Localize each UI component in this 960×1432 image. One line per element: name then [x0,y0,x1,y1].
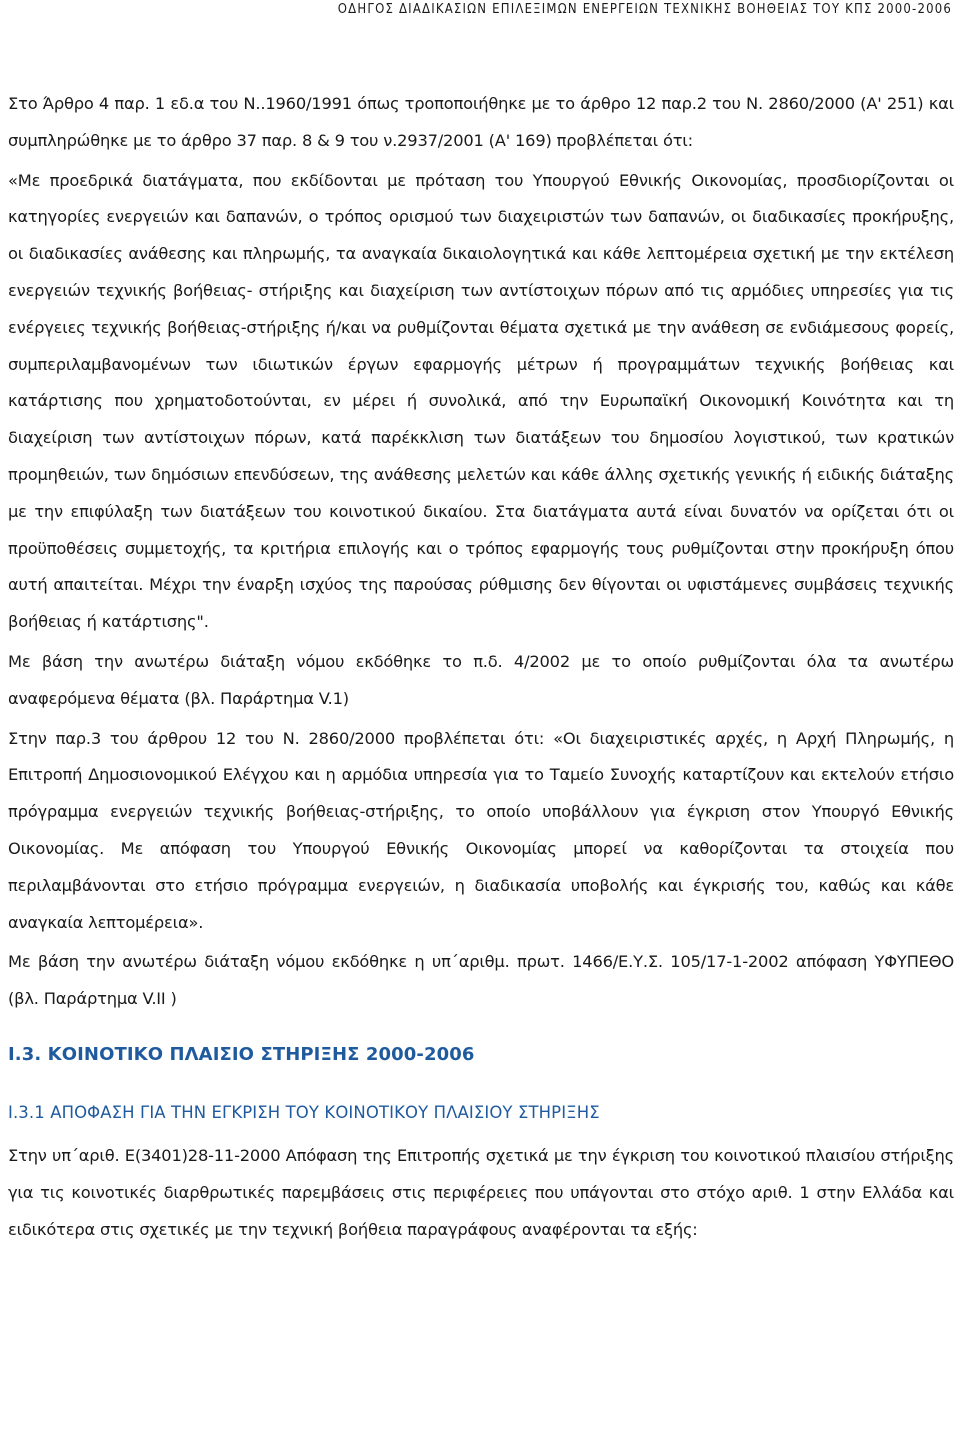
paragraph-commission-decision: Στην υπ΄αριθ. Ε(3401)28-11-2000 Απόφαση της Επιτροπής σχετικά με την έγκριση του κοινοτικού πλαισίου στήριξης για τις κοινοτικές διαρθρωτικές παρεμβάσεις στις περιφέρειες που υπάγονται στο στόχο αριθ. 1 στην Ελλάδα και ειδικότερα στις σχετικές με την τεχνική βοήθεια παραγράφους αναφέρονται τα εξής: [8,1145,954,1239]
document-body [8,86,954,1248]
paragraph-pd-4-2002: Με βάση την ανωτέρω διάταξη νόμου εκδόθηκε το π.δ. 4/2002 με το οποίο ρυθμίζονται όλα τα ανωτέρω αναφερόμενα θέματα (βλ. Παράρτημα V.1) [8,651,954,708]
paragraph-legal-basis: Στο Άρθρο 4 παρ. 1 εδ.α του Ν..1960/1991 όπως τροποποιήθηκε με το άρθρο 12 παρ.2 του Ν. 2860/2000 (Α' 251) και συμπληρώθηκε με το άρθρο 37 παρ. 8 & 9 του ν.2937/2001 (Α' 169) προβλέπεται ότι: [8,94,954,150]
paragraph-ministerial-decision: Με βάση την ανωτέρω διάταξη νόμου εκδόθηκε η υπ΄αριθμ. πρωτ. 1466/Ε.Υ.Σ. 105/17-1-2002 απόφαση ΥΦΥΠΕΘΟ (βλ. Παράρτημα V.II ) [8,952,954,1009]
running-header: ΟΔΗΓΟΣ ΔΙΑΔΙΚΑΣΙΩΝ ΕΠΙΛΕΞΙΜΩΝ ΕΝΕΡΓΕΙΩΝ ΤΕΧΝΙΚΗΣ ΒΟΗΘΕΙΑΣ ΤΟΥ ΚΠΣ 2000-2006 [337,2,952,17]
section-heading: I.3. ΚΟΙΝΟΤΙΚΟ ΠΛΑΙΣΙΟ ΣΤΗΡΙΞΗΣ 2000-2006 [8,1043,475,1065]
sub-section-heading: I.3.1 ΑΠΟΦΑΣΗ ΓΙΑ ΤΗΝ ΕΓΚΡΙΣΗ ΤΟΥ ΚΟΙΝΟΤΙΚΟΥ ΠΛΑΙΣΙΟΥ ΣΤΗΡΙΞΗΣ [8,1102,600,1122]
paragraph-quoted-provision: «Με προεδρικά διατάγματα, που εκδίδονται με πρόταση του Υπουργού Εθνικής Οικονομίας, προσδιορίζονται οι κατηγορίες ενεργειών και δαπανών, ο τρόπος ορισμού των διαχειριστών των δαπανών, οι διαδικασίες προκήρυξης, οι διαδικασίες ανάθεσης και πληρωμής, τα αναγκαία δικαιολογητικά και κάθε λεπτομέρεια σχετική με την εκτέλεση ενεργειών τεχνικής βοήθειας- στήριξης και διαχείριση των αντίστοιχων πόρων από τις αρμόδιες υπηρεσίες για τις ενέργειες τεχνικής βοήθειας-στήριξης ή/και να ρυθμίζονται θέματα σχετικά με την ανάθεση σε ενδιάμεσους φορείς, συμπεριλαμβανομένων των ιδιωτικών έργων εφαρμογής μέτρων ή προγραμμάτων τεχνικής βοήθειας και κατάρτισης που χρηματοδοτούνται, εν μέρει ή συνολικά, από την Ευρωπαϊκή Οικονομική Κοινότητα και τη διαχείριση των αντίστοιχων πόρων, κατά παρέκκλιση των διατάξεων του δημοσίου λογιστικού, των κρατικών προμηθειών, των δημόσιων επενδύσεων, της ανάθεσης μελετών και κάθε άλλης σχετικής γενικής ή ειδικής διάταξης με την επιφύλαξη των διατάξεων του κοινοτικού δικαίου. Στα διατάγματα αυτά είναι δυνατόν να ορίζεται ότι οι προϋποθέσεις συμμετοχής, τα κριτήρια επιλογής και ο τρόπος εφαρμογής τους ρυθμίζονται στην προκήρυξη όπου αυτή απαιτείται. Μέχρι την έναρξη ισχύος της παρούσας ρύθμισης δεν θίγονται οι υφιστάμενες συμβάσεις τεχνικής βοήθειας ή κατάρτισης". [8,170,954,632]
paragraph-law-2860-2000: Στην παρ.3 του άρθρου 12 του Ν. 2860/2000 προβλέπεται ότι: «Οι διαχειριστικές αρχές, η Αρχή Πληρωμής, η Επιτροπή Δημοσιονομικού Ελέγχου και η αρμόδια υπηρεσία για το Ταμείο Συνοχής καταρτίζουν και εκτελούν ετήσιο πρόγραμμα ενεργειών τεχνικής βοήθειας-στήριξης, το οποίο υποβάλλουν για έγκριση στον Υπουργό Εθνικής Οικονομίας. Με απόφαση του Υπουργού Εθνικής Οικονομίας μπορεί να καθορίζονται τα στοιχεία που περιλαμβάνονται στο ετήσιο πρόγραμμα ενεργειών, η διαδικασία υποβολής και έγκρισής του, καθώς και κάθε αναγκαία λεπτομέρεια». [8,728,954,932]
